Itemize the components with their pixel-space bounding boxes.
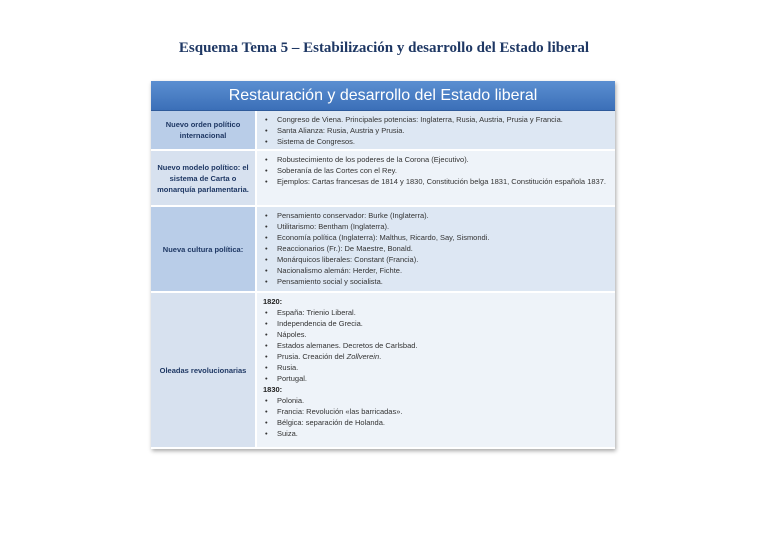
list-item: • Portugal.: [263, 373, 609, 384]
list-item: • Pensamiento social y socialista.: [263, 276, 609, 287]
table-row: [151, 207, 615, 293]
list-item: • Pensamiento conservador: Burke (Inglaterra).: [263, 210, 609, 221]
list-item: • Economía política (Inglaterra): Malthus, Ricardo, Say, Sismondi.: [263, 232, 609, 243]
list-item: • Reaccionarios (Fr.): De Maestre, Bonald.: [263, 243, 609, 254]
year-heading: 1830:: [263, 385, 283, 394]
table-row: [151, 293, 615, 449]
list-item: • Congreso de Viena. Principales potencias: Inglaterra, Rusia, Austria, Prusia y Francia.: [263, 114, 609, 125]
list-item: • Utilitarismo: Bentham (Inglaterra).: [263, 221, 609, 232]
list-item: • Santa Alianza: Rusia, Austria y Prusia.: [263, 125, 609, 136]
list-item: • Polonia.: [263, 395, 609, 406]
row-label: Oleadas revolucionarias: [151, 293, 255, 447]
list-item: • Ejemplos: Cartas francesas de 1814 y 1830, Constitución belga 1831, Constitución española 1837.: [263, 176, 609, 187]
list-item: • Sistema de Congresos.: [263, 136, 609, 147]
row-label: Nuevo modelo político: el sistema de Carta o monarquía parlamentaria.: [151, 151, 255, 205]
row-content: [255, 151, 615, 205]
list-item: • Estados alemanes. Decretos de Carlsbad.: [263, 340, 609, 351]
list-item: • Nápoles.: [263, 329, 609, 340]
list-item: • Suiza.: [263, 428, 609, 439]
list-item: [263, 351, 609, 362]
table-header: Restauración y desarrollo del Estado liberal: [151, 81, 615, 111]
row-label: Nuevo orden político internacional: [151, 111, 255, 149]
list-item: • España: Trienio Liberal.: [263, 307, 609, 318]
row-content: [255, 207, 615, 291]
list-item: • Rusia.: [263, 362, 609, 373]
list-item: • Monárquicos liberales: Constant (Francia).: [263, 254, 609, 265]
summary-table: [151, 81, 615, 449]
table-row: [151, 111, 615, 151]
prusia-end: .: [379, 352, 382, 361]
document-title: Esquema Tema 5 – Estabilización y desarrollo del Estado liberal: [178, 40, 590, 56]
table-row: [151, 151, 615, 207]
list-item: • Robustecimiento de los poderes de la Corona (Ejecutivo).: [263, 154, 609, 165]
list-item: • Independencia de Grecia.: [263, 318, 609, 329]
row-label: Nueva cultura política:: [151, 207, 255, 291]
list-item: • Soberanía de las Cortes con el Rey.: [263, 165, 609, 176]
row-content: [255, 293, 615, 447]
list-item: • Nacionalismo alemán: Herder, Fichte.: [263, 265, 609, 276]
prusia-text: Prusia. Creación del: [277, 352, 347, 361]
zollverein-text: Zollverein: [346, 352, 380, 361]
list-item: • Bélgica: separación de Holanda.: [263, 417, 609, 428]
row-content: [255, 111, 615, 149]
list-item: • Francia: Revolución «las barricadas».: [263, 406, 609, 417]
year-heading: 1820:: [263, 297, 283, 306]
